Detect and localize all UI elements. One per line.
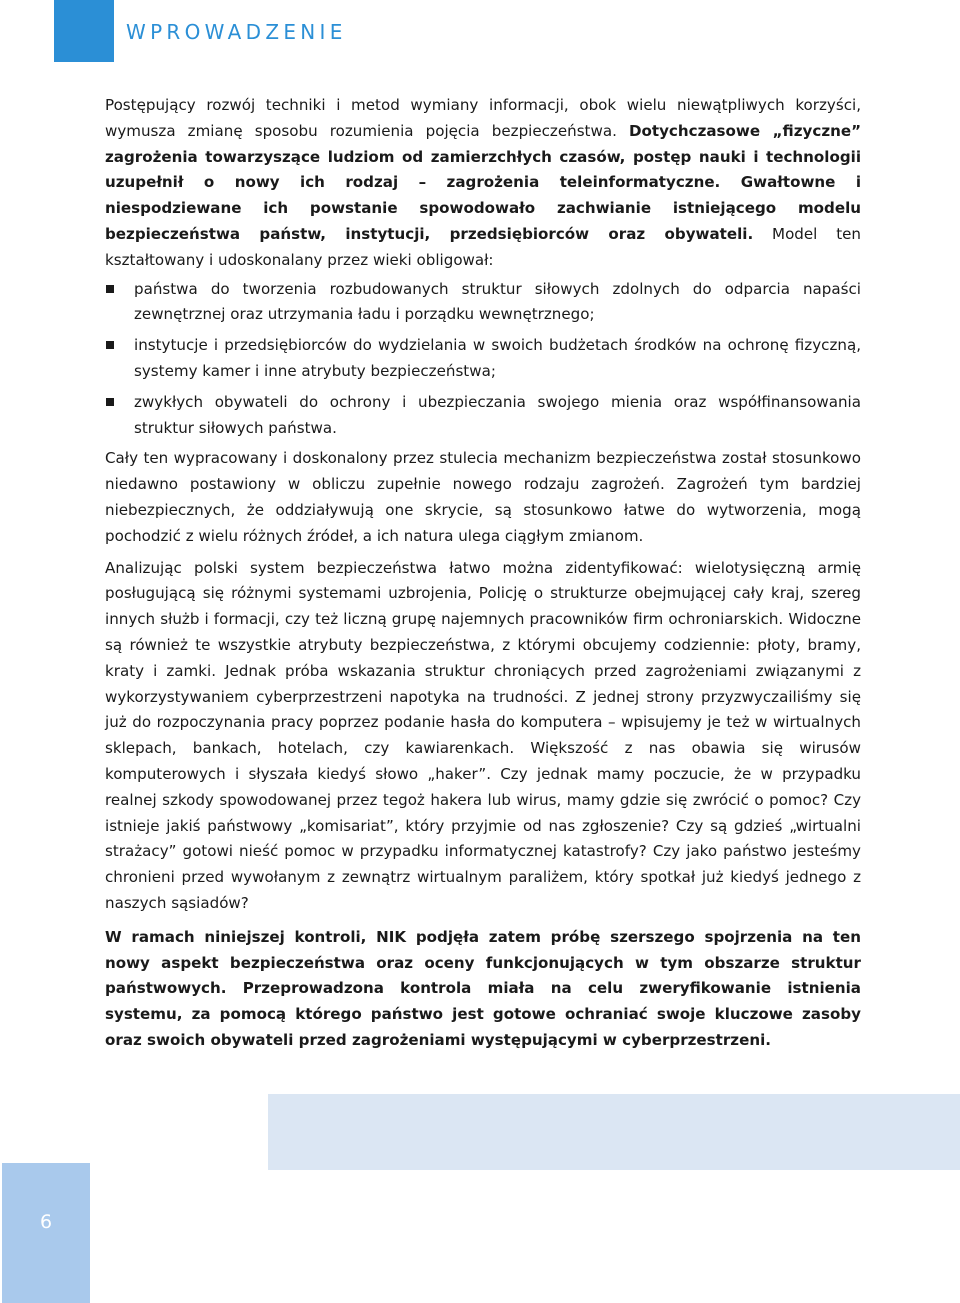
intro-text-continued: Model ten kształtowany i udoskonalany przez wieki obligował: — [105, 224, 861, 269]
bullet-list — [105, 277, 861, 442]
list-item-text: państwa do tworzenia rozbudowanych struktur siłowych zdolnych do odparcia napaści zewnętrznej oraz utrzymania ładu i porządku wewnętrznego; — [134, 279, 861, 324]
intro-bold-text: Dotychczasowe „fizyczne” zagrożenia towarzyszące ludziom od zamierzchłych czasów, postęp nauki i technologii uzupełnił o nowy ich rodzaj – zagrożenia teleinformatyczne. Gwałtowne i niespodziewane ich powstanie spowodowało zachwianie istniejącego modelu bezpieczeństwa państw, instytucji, przedsiębiorców oraz obywateli. — [105, 121, 862, 243]
bullet-icon — [106, 398, 114, 406]
list-item — [105, 390, 861, 442]
page-number-box — [2, 1163, 90, 1303]
section-title: WPROWADZENIE — [126, 20, 347, 44]
bullet-icon — [106, 285, 114, 293]
body-paragraph: Cały ten wypracowany i doskonalony przez stulecia mechanizm bezpieczeństwa został stosunkowo niedawno postawiony w obliczu zupełnie nowego rodzaju zagrożeń. Zagrożeń tym bardziej niebezpiecznych, że oddziaływują one skrycie, są stosunkowo łatwe do wytworzenia, mogą pochodzić z wielu różnych źródeł, a ich natura ulega ciągłym zmianom. — [105, 449, 861, 545]
conclusion-paragraph: W ramach niniejszej kontroli, NIK podjęła zatem próbę szerszego spojrzenia na ten nowy aspekt bezpieczeństwa oraz oceny funkcjonujących w tym obszarze struktur państwowych. Przeprowadzona kontrola miała na celu zweryfikowanie istnienia systemu, za pomocą którego państwo jest gotowe ochraniać swoje kluczowe zasoby oraz swoich obywateli przed zagrożeniami występującymi w cyberprzestrzeni. — [105, 927, 861, 1049]
list-item — [105, 333, 861, 385]
list-item — [105, 277, 861, 329]
intro-text: Postępujący rozwój techniki i metod wymiany informacji, obok wielu niewątpliwych korzyści, wymusza zmianę sposobu rozumienia pojęcia bezpieczeństwa. — [105, 96, 861, 140]
page-number: 6 — [39, 1211, 53, 1233]
footer-band — [268, 1094, 960, 1170]
bullet-icon — [106, 341, 114, 349]
list-item-text: zwykłych obywateli do ochrony i ubezpieczania swojego mienia oraz współfinansowania struktur siłowych państwa. — [134, 392, 861, 437]
body-paragraph: Analizując polski system bezpieczeństwa łatwo można zidentyfikować: wielotysięczną armię posługującą się różnymi systemami uzbrojenia, Policję o strukturze obejmującej cały kraj, szereg innych służb i formacji, czy też liczną grupę najemnych pracowników firm ochroniarskich. Widoczne są również te wszystkie atrybuty bezpieczeństwa, z którymi obcujemy codziennie: płoty, bramy, kraty i zamki. Jednak próba wskazania struktur chroniących przed zagrożeniami związanymi z wykorzystywaniem cyberprzestrzeni napotyka na trudności. Z jednej strony przyzwyczailiśmy się już do rozpoczynania pracy poprzez podanie hasła do komputera – wpisujemy je też w wirtualnych sklepach, bankach, hotelach, czy kawiarenkach. Większość z nas obawia się wirusów komputerowych i słyszała kiedyś słowo „haker”. Czy jednak mamy poczucie, że w przypadku realnej szkody spowodowanej przez tegoż hakera lub wirus, mamy gdzie się zwrócić o pomoc? Czy istnieje jakiś państwowy „komisariat”, który przyjmie od nas zgłoszenie? Czy są gdzieś „wirtualni strażacy” gotowi nieść pomoc w przypadku informatycznej katastrofy? Czy jako państwo jesteśmy chronieni przed wywołanym z zewnątrz wirtualnym paraliżem, który spotkał już kiedyś jednego z naszych sąsiadów? — [105, 558, 861, 912]
main-content — [105, 93, 861, 1054]
list-item-text: instytucje i przedsiębiorców do wydzielania w swoich budżetach środków na ochronę fizyczną, systemy kamer i inne atrybuty bezpieczeństwa; — [134, 336, 861, 380]
header-accent-square — [54, 0, 114, 62]
intro-paragraph — [105, 93, 861, 274]
